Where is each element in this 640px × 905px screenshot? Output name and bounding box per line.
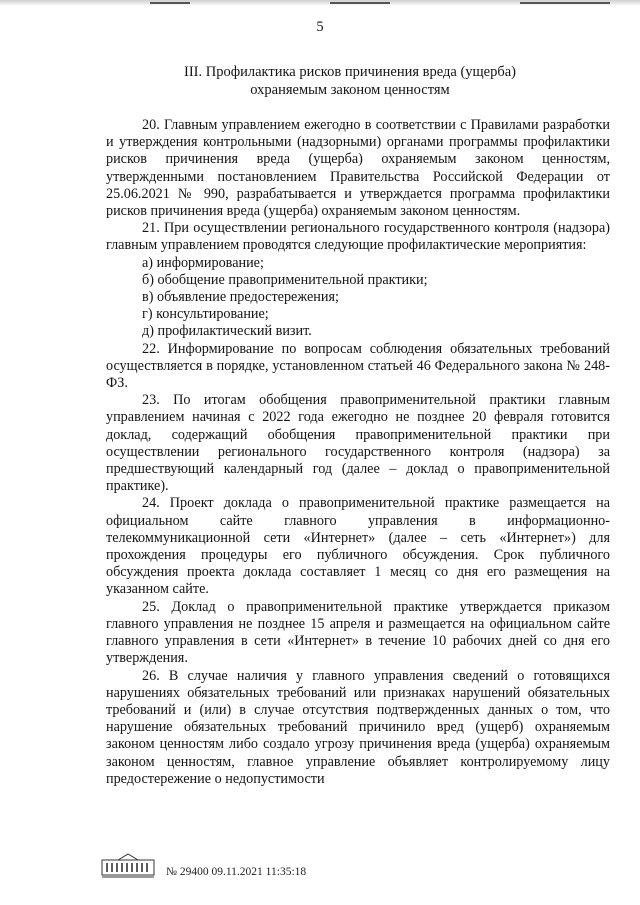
paragraph-24: 24. Проект доклада о правоприменительной практике размещается на официальном сайте главного управления в информационно-телекоммуникационной сети «Интернет» (далее – сеть «Интернет») для прохождения процедуры его публичного обсуждения. Срок публичного обсуждения проекта доклада составляет 1 месяц со дня его размещения на указанном сайте. xyxy=(106,495,610,598)
list-item: д) профилактический визит. xyxy=(142,323,312,340)
section-title-line: III. Профилактика рисков причинения вреда (ущерба) xyxy=(183,64,517,80)
list-item: г) консультирование; xyxy=(142,306,269,323)
paragraph-26: 26. В случае наличия у главного управления сведений о готовящихся нарушениях обязательных требований или признаках нарушений обязательных требований и (или) в случае отсутствия подтвержденных данных о том, что нарушение обязательных требований причинило вред (ущерб) охраняемым законом ценностям либо создало угрозу причинения вреда (ущерба) охраняемым законом ценностям, главное управление объявляет контролируемому лицу предостережение о недопустимости xyxy=(106,667,610,787)
document-body xyxy=(106,117,610,788)
scan-speck xyxy=(330,2,390,4)
building-emblem-icon xyxy=(100,851,156,879)
paragraph-21: 21. При осуществлении регионального государственного контроля (надзора) главным управлением проводятся следующие профилактические мероприятия: xyxy=(106,220,610,254)
paragraph-22: 22. Информирование по вопросам соблюдения обязательных требований осуществляется в порядке, установленном статьей 46 Федерального закона № 248-ФЗ. xyxy=(106,340,610,392)
list-item: в) объявление предостережения; xyxy=(142,289,339,306)
section-title xyxy=(150,64,550,99)
paragraph-23: 23. По итогам обобщения правоприменительной практики главным управлением начиная с 2022 года ежегодно не позднее 20 февраля готовится доклад, содержащий обобщения правоприменительной практики при осуществлении регионального государственного контроля (надзора) за предшествующий календарный год (далее – доклад о правоприменительной практике). xyxy=(106,392,610,495)
document-registration-number: № 29400 09.11.2021 11:35:18 xyxy=(166,866,307,878)
list-item: а) информирование; xyxy=(142,254,264,271)
section-title-line: охраняемым законом ценностям xyxy=(250,81,450,98)
list-item: б) обобщение правоприменительной практики; xyxy=(142,271,428,288)
scan-speck xyxy=(520,2,610,4)
page-number: 5 xyxy=(316,19,324,35)
scan-speck xyxy=(150,2,190,4)
paragraph-20: 20. Главным управлением ежегодно в соответствии с Правилами разработки и утверждения контрольными (надзорными) органами программы профилактики рисков причинения вреда (ущерба) охраняемым законом ценностям, утвержденными постановлением Правительства Российской Федерации от 25.06.2021 № 990, разрабатывается и утверждается программа профилактики рисков причинения вреда (ущерба) охраняемым законом ценностям. xyxy=(106,117,610,220)
paragraph-25: 25. Доклад о правоприменительной практике утверждается приказом главного управления не позднее 15 апреля и размещается на официальном сайте главного управления в сети «Интернет» в течение 10 рабочих дней со дня его утверждения. xyxy=(106,598,610,667)
